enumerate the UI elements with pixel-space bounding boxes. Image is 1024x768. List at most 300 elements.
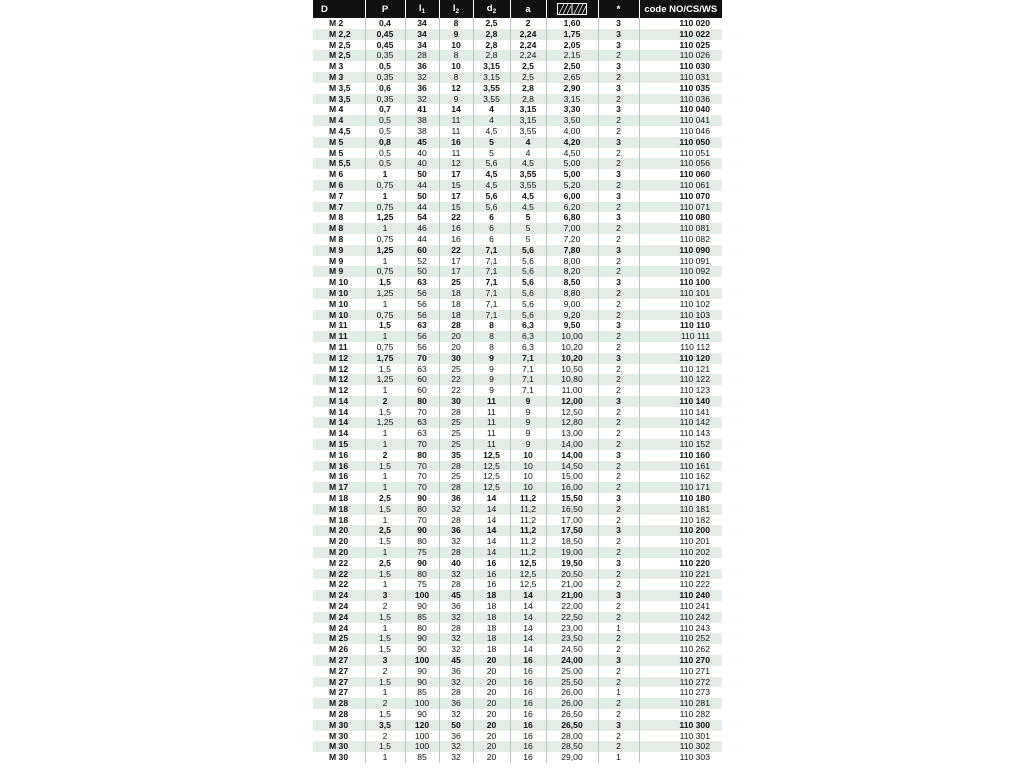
cell-star: 3 xyxy=(598,493,639,504)
cell-a: 2 xyxy=(510,18,546,29)
table-row xyxy=(313,50,722,61)
cell-p: 0,5 xyxy=(365,126,405,137)
cell-p: 1,5 xyxy=(365,407,405,418)
cell-l1: 75 xyxy=(405,547,439,558)
cell-code: 110 102 xyxy=(679,298,710,309)
cell-l1: 90 xyxy=(405,633,439,644)
cell-a: 9 xyxy=(510,396,546,407)
cell-d: M 22 xyxy=(313,569,365,580)
cell-star: 2 xyxy=(598,633,639,644)
cell-a: 2,24 xyxy=(510,50,546,61)
cell-d2: 18 xyxy=(473,644,510,655)
cell-d: M 17 xyxy=(313,482,365,493)
cell-l2: 25 xyxy=(439,439,473,450)
cell-a: 4,5 xyxy=(510,202,546,213)
cell-p: 1,25 xyxy=(365,245,405,256)
cell-l1: 85 xyxy=(405,752,439,763)
cell-hatched: 11,00 xyxy=(546,385,598,396)
cell-p: 1,75 xyxy=(365,353,405,364)
cell-d2: 18 xyxy=(473,590,510,601)
cell-hatched: 17,00 xyxy=(546,515,598,526)
cell-p: 0,75 xyxy=(365,202,405,213)
table-row xyxy=(313,364,722,375)
cell-l2: 17 xyxy=(439,191,473,202)
cell-a: 11,2 xyxy=(510,525,546,536)
table-row xyxy=(313,471,722,482)
cell-d: M 14 xyxy=(313,407,365,418)
cell-star: 2 xyxy=(598,666,639,677)
cell-a: 6,3 xyxy=(510,331,546,342)
cell-code: 110 046 xyxy=(679,125,710,136)
cell-hatched: 3,30 xyxy=(546,104,598,115)
cell-hatched: 5,20 xyxy=(546,180,598,191)
table-row xyxy=(313,61,722,72)
cell-d: M 7 xyxy=(313,191,365,202)
cell-a: 5,6 xyxy=(510,299,546,310)
cell-code: 110 221 xyxy=(679,568,710,579)
cell-star: 2 xyxy=(598,223,639,234)
cell-l1: 34 xyxy=(405,40,439,51)
cell-l2: 28 xyxy=(439,461,473,472)
cell-p: 1,5 xyxy=(365,709,405,720)
cell-star: 2 xyxy=(598,288,639,299)
cell-code: 110 303 xyxy=(679,752,710,763)
cell-d: M 30 xyxy=(313,741,365,752)
cell-d: M 20 xyxy=(313,525,365,536)
table-row xyxy=(313,482,722,493)
cell-l1: 56 xyxy=(405,288,439,299)
cell-a: 14 xyxy=(510,612,546,623)
cell-l2: 25 xyxy=(439,428,473,439)
cell-d: M 24 xyxy=(313,612,365,623)
cell-p: 0,75 xyxy=(365,180,405,191)
cell-d2: 9 xyxy=(473,385,510,396)
cell-code: 110 222 xyxy=(679,579,710,590)
cell-star: 3 xyxy=(598,61,639,72)
cell-p: 2 xyxy=(365,450,405,461)
cell-p: 0,75 xyxy=(365,310,405,321)
cell-code: 110 123 xyxy=(679,385,710,396)
cell-d2: 3,55 xyxy=(473,94,510,105)
cell-a: 3,15 xyxy=(510,115,546,126)
cell-l2: 17 xyxy=(439,169,473,180)
cell-star: 2 xyxy=(598,698,639,709)
table-row xyxy=(313,18,722,29)
cell-p: 0,45 xyxy=(365,29,405,40)
cell-d: M 11 xyxy=(313,342,365,353)
cell-p: 0,35 xyxy=(365,50,405,61)
cell-hatched: 4,20 xyxy=(546,137,598,148)
cell-l2: 17 xyxy=(439,256,473,267)
cell-d2: 7,1 xyxy=(473,310,510,321)
cell-code: 110 141 xyxy=(679,406,710,417)
table-body xyxy=(313,18,722,763)
cell-l1: 70 xyxy=(405,482,439,493)
cell-p: 1 xyxy=(365,331,405,342)
cell-a: 5,6 xyxy=(510,266,546,277)
cell-l2: 22 xyxy=(439,212,473,223)
cell-hatched: 26,00 xyxy=(546,698,598,709)
cell-d2: 20 xyxy=(473,731,510,742)
table-row xyxy=(313,288,722,299)
table-row xyxy=(313,320,722,331)
cell-hatched: 4,50 xyxy=(546,148,598,159)
cell-code: 110 051 xyxy=(679,147,710,158)
cell-l1: 80 xyxy=(405,396,439,407)
cell-l1: 63 xyxy=(405,428,439,439)
cell-code: 110 026 xyxy=(679,50,710,61)
cell-d: M 25 xyxy=(313,633,365,644)
cell-l2: 25 xyxy=(439,364,473,375)
cell-hatched: 19,00 xyxy=(546,547,598,558)
cell-hatched: 9,50 xyxy=(546,320,598,331)
col-header-l1: $l_1$ xyxy=(405,0,439,18)
cell-l2: 45 xyxy=(439,655,473,666)
cell-p: 3 xyxy=(365,590,405,601)
cell-d: M 7 xyxy=(313,202,365,213)
cell-code: 110 181 xyxy=(679,503,710,514)
cell-hatched: 6,00 xyxy=(546,191,598,202)
cell-l2: 9 xyxy=(439,29,473,40)
cell-star: 2 xyxy=(598,461,639,472)
cell-p: 1,5 xyxy=(365,644,405,655)
cell-p: 1 xyxy=(365,579,405,590)
cell-l2: 18 xyxy=(439,310,473,321)
cell-l2: 32 xyxy=(439,569,473,580)
table-row xyxy=(313,310,722,321)
table-row xyxy=(313,677,722,688)
table-row xyxy=(313,115,722,126)
table-row xyxy=(313,417,722,428)
cell-p: 1,5 xyxy=(365,741,405,752)
cell-hatched: 14,00 xyxy=(546,439,598,450)
cell-star: 2 xyxy=(598,256,639,267)
cell-l2: 11 xyxy=(439,126,473,137)
table-row xyxy=(313,212,722,223)
cell-code: 110 070 xyxy=(679,190,710,201)
cell-d2: 6 xyxy=(473,234,510,245)
table-row xyxy=(313,342,722,353)
cell-l1: 90 xyxy=(405,493,439,504)
cell-star: 3 xyxy=(598,245,639,256)
cell-p: 0,35 xyxy=(365,94,405,105)
cell-d2: 7,1 xyxy=(473,299,510,310)
cell-d: M 2 xyxy=(313,18,365,29)
cell-star: 2 xyxy=(598,115,639,126)
cell-hatched: 8,20 xyxy=(546,266,598,277)
cell-a: 10 xyxy=(510,482,546,493)
cell-star: 3 xyxy=(598,169,639,180)
cell-star: 1 xyxy=(598,687,639,698)
cell-p: 0,5 xyxy=(365,61,405,72)
cell-d: M 27 xyxy=(313,666,365,677)
table-row xyxy=(313,256,722,267)
cell-a: 12,5 xyxy=(510,569,546,580)
table-row xyxy=(313,515,722,526)
cell-l2: 32 xyxy=(439,677,473,688)
cell-hatched: 7,80 xyxy=(546,245,598,256)
col-header-code: code NO/CS/WS xyxy=(639,0,722,18)
cell-star: 2 xyxy=(598,364,639,375)
cell-d: M 30 xyxy=(313,720,365,731)
cell-a: 7,1 xyxy=(510,364,546,375)
cell-star: 2 xyxy=(598,731,639,742)
cell-l1: 90 xyxy=(405,677,439,688)
cell-d: M 14 xyxy=(313,396,365,407)
cell-star: 2 xyxy=(598,515,639,526)
col-header-a: a xyxy=(510,0,546,18)
cell-star: 2 xyxy=(598,439,639,450)
table-row xyxy=(313,353,722,364)
cell-d: M 16 xyxy=(313,450,365,461)
cell-star: 2 xyxy=(598,482,639,493)
cell-l1: 32 xyxy=(405,94,439,105)
cell-star: 2 xyxy=(598,579,639,590)
cell-d2: 4,5 xyxy=(473,126,510,137)
cell-a: 2,24 xyxy=(510,40,546,51)
cell-d: M 20 xyxy=(313,536,365,547)
cell-p: 0,6 xyxy=(365,83,405,94)
cell-code: 110 241 xyxy=(679,601,710,612)
cell-d2: 7,1 xyxy=(473,245,510,256)
cell-d: M 30 xyxy=(313,752,365,763)
cell-l2: 32 xyxy=(439,536,473,547)
cell-code: 110 101 xyxy=(679,287,710,298)
cell-hatched: 2,65 xyxy=(546,72,598,83)
cell-d2: 2,8 xyxy=(473,40,510,51)
cell-l2: 25 xyxy=(439,417,473,428)
cell-d2: 11 xyxy=(473,396,510,407)
cell-star: 2 xyxy=(598,310,639,321)
cell-d: M 18 xyxy=(313,515,365,526)
table-row xyxy=(313,687,722,698)
cell-hatched: 21,00 xyxy=(546,579,598,590)
cell-a: 12,5 xyxy=(510,579,546,590)
cell-code: 110 060 xyxy=(679,169,710,180)
cell-l2: 28 xyxy=(439,407,473,418)
cell-d: M 18 xyxy=(313,493,365,504)
cell-d2: 5,6 xyxy=(473,158,510,169)
cell-star: 2 xyxy=(598,547,639,558)
tap-dimensions-table xyxy=(313,0,722,763)
cell-d2: 2,8 xyxy=(473,29,510,40)
cell-hatched: 16,50 xyxy=(546,504,598,515)
cell-l1: 70 xyxy=(405,407,439,418)
cell-star: 2 xyxy=(598,202,639,213)
cell-d2: 11 xyxy=(473,407,510,418)
cell-d2: 20 xyxy=(473,666,510,677)
cell-l1: 90 xyxy=(405,525,439,536)
cell-l1: 120 xyxy=(405,720,439,731)
cell-star: 2 xyxy=(598,569,639,580)
cell-a: 6,3 xyxy=(510,320,546,331)
cell-d: M 24 xyxy=(313,623,365,634)
cell-l1: 56 xyxy=(405,299,439,310)
table-row xyxy=(313,137,722,148)
cell-hatched: 9,20 xyxy=(546,310,598,321)
cell-l2: 28 xyxy=(439,687,473,698)
table-row xyxy=(313,83,722,94)
table-row xyxy=(313,504,722,515)
cell-d: M 5,5 xyxy=(313,158,365,169)
table-row xyxy=(313,407,722,418)
cell-p: 0,4 xyxy=(365,18,405,29)
cell-code: 110 036 xyxy=(679,93,710,104)
hatched-section-icon xyxy=(557,3,587,15)
table-row xyxy=(313,644,722,655)
cell-d2: 7,1 xyxy=(473,277,510,288)
cell-l1: 100 xyxy=(405,698,439,709)
cell-hatched: 19,50 xyxy=(546,558,598,569)
cell-p: 2 xyxy=(365,698,405,709)
cell-d: M 8 xyxy=(313,234,365,245)
cell-code: 110 111 xyxy=(680,331,710,342)
cell-l1: 38 xyxy=(405,126,439,137)
cell-l1: 36 xyxy=(405,61,439,72)
cell-a: 9 xyxy=(510,428,546,439)
table-row xyxy=(313,29,722,40)
cell-a: 14 xyxy=(510,633,546,644)
cell-hatched: 29,00 xyxy=(546,752,598,763)
table-row xyxy=(313,623,722,634)
cell-p: 1,5 xyxy=(365,364,405,375)
cell-l2: 20 xyxy=(439,342,473,353)
cell-d: M 5 xyxy=(313,148,365,159)
cell-hatched: 10,80 xyxy=(546,374,598,385)
table-row xyxy=(313,277,722,288)
cell-d: M 27 xyxy=(313,655,365,666)
cell-a: 5 xyxy=(510,234,546,245)
cell-star: 3 xyxy=(598,558,639,569)
cell-star: 2 xyxy=(598,342,639,353)
col-header-p: P xyxy=(365,0,405,18)
cell-a: 11,2 xyxy=(510,536,546,547)
cell-star: 2 xyxy=(598,299,639,310)
cell-hatched: 2,50 xyxy=(546,61,598,72)
cell-l1: 44 xyxy=(405,202,439,213)
cell-p: 0,8 xyxy=(365,137,405,148)
cell-p: 1 xyxy=(365,482,405,493)
table-row xyxy=(313,191,722,202)
cell-code: 110 152 xyxy=(679,439,710,450)
cell-code: 110 041 xyxy=(679,115,710,126)
cell-star: 3 xyxy=(598,212,639,223)
cell-l2: 36 xyxy=(439,698,473,709)
cell-a: 7,1 xyxy=(510,374,546,385)
cell-hatched: 21,00 xyxy=(546,590,598,601)
cell-a: 11,2 xyxy=(510,547,546,558)
cell-hatched: 12,50 xyxy=(546,407,598,418)
cell-star: 3 xyxy=(598,277,639,288)
cell-p: 2,5 xyxy=(365,493,405,504)
cell-d2: 14 xyxy=(473,547,510,558)
cell-l2: 17 xyxy=(439,266,473,277)
cell-l2: 18 xyxy=(439,299,473,310)
cell-p: 0,75 xyxy=(365,234,405,245)
cell-l1: 90 xyxy=(405,601,439,612)
cell-a: 7,1 xyxy=(510,353,546,364)
cell-code: 110 121 xyxy=(679,363,710,374)
cell-d: M 24 xyxy=(313,590,365,601)
cell-l2: 30 xyxy=(439,396,473,407)
cell-hatched: 24,50 xyxy=(546,644,598,655)
cell-hatched: 25,50 xyxy=(546,677,598,688)
cell-l1: 34 xyxy=(405,18,439,29)
cell-hatched: 23,50 xyxy=(546,633,598,644)
cell-l1: 34 xyxy=(405,29,439,40)
cell-hatched: 16,00 xyxy=(546,482,598,493)
cell-p: 1,5 xyxy=(365,569,405,580)
cell-a: 10 xyxy=(510,450,546,461)
cell-p: 1,25 xyxy=(365,374,405,385)
cell-star: 3 xyxy=(598,29,639,40)
cell-l1: 56 xyxy=(405,342,439,353)
cell-star: 2 xyxy=(598,158,639,169)
cell-d: M 16 xyxy=(313,471,365,482)
cell-a: 5,6 xyxy=(510,277,546,288)
cell-hatched: 7,20 xyxy=(546,234,598,245)
cell-l1: 52 xyxy=(405,256,439,267)
cell-hatched: 28,00 xyxy=(546,731,598,742)
cell-d: M 10 xyxy=(313,310,365,321)
cell-code: 110 061 xyxy=(679,179,710,190)
cell-p: 0,75 xyxy=(365,266,405,277)
cell-d2: 14 xyxy=(473,515,510,526)
cell-p: 1 xyxy=(365,169,405,180)
cell-code: 110 081 xyxy=(679,223,710,234)
cell-l1: 80 xyxy=(405,569,439,580)
table-row xyxy=(313,558,722,569)
cell-a: 2,8 xyxy=(510,83,546,94)
cell-code: 110 092 xyxy=(679,266,710,277)
cell-d2: 5,6 xyxy=(473,191,510,202)
cell-l1: 70 xyxy=(405,461,439,472)
cell-star: 2 xyxy=(598,266,639,277)
cell-d: M 28 xyxy=(313,709,365,720)
cell-l1: 45 xyxy=(405,137,439,148)
cell-l1: 100 xyxy=(405,590,439,601)
table-row xyxy=(313,94,722,105)
col-header-d: D xyxy=(313,0,365,18)
table-row xyxy=(313,266,722,277)
cell-l2: 22 xyxy=(439,374,473,385)
cell-hatched: 7,00 xyxy=(546,223,598,234)
cell-d: M 14 xyxy=(313,428,365,439)
cell-star: 2 xyxy=(598,612,639,623)
cell-d2: 20 xyxy=(473,698,510,709)
cell-l1: 36 xyxy=(405,83,439,94)
cell-d: M 16 xyxy=(313,461,365,472)
cell-d2: 12,5 xyxy=(473,450,510,461)
cell-hatched: 5,00 xyxy=(546,169,598,180)
table-row xyxy=(313,612,722,623)
cell-l1: 50 xyxy=(405,169,439,180)
cell-hatched: 14,00 xyxy=(546,450,598,461)
cell-l1: 70 xyxy=(405,471,439,482)
cell-d: M 24 xyxy=(313,601,365,612)
cell-l1: 32 xyxy=(405,72,439,83)
cell-code: 110 080 xyxy=(679,212,710,223)
cell-code: 110 030 xyxy=(679,61,710,72)
cell-hatched: 22,50 xyxy=(546,612,598,623)
table-row xyxy=(313,731,722,742)
cell-star: 2 xyxy=(598,180,639,191)
cell-d2: 3,15 xyxy=(473,72,510,83)
table-row xyxy=(313,752,722,763)
cell-hatched: 8,50 xyxy=(546,277,598,288)
cell-l1: 90 xyxy=(405,666,439,677)
table-row xyxy=(313,655,722,666)
